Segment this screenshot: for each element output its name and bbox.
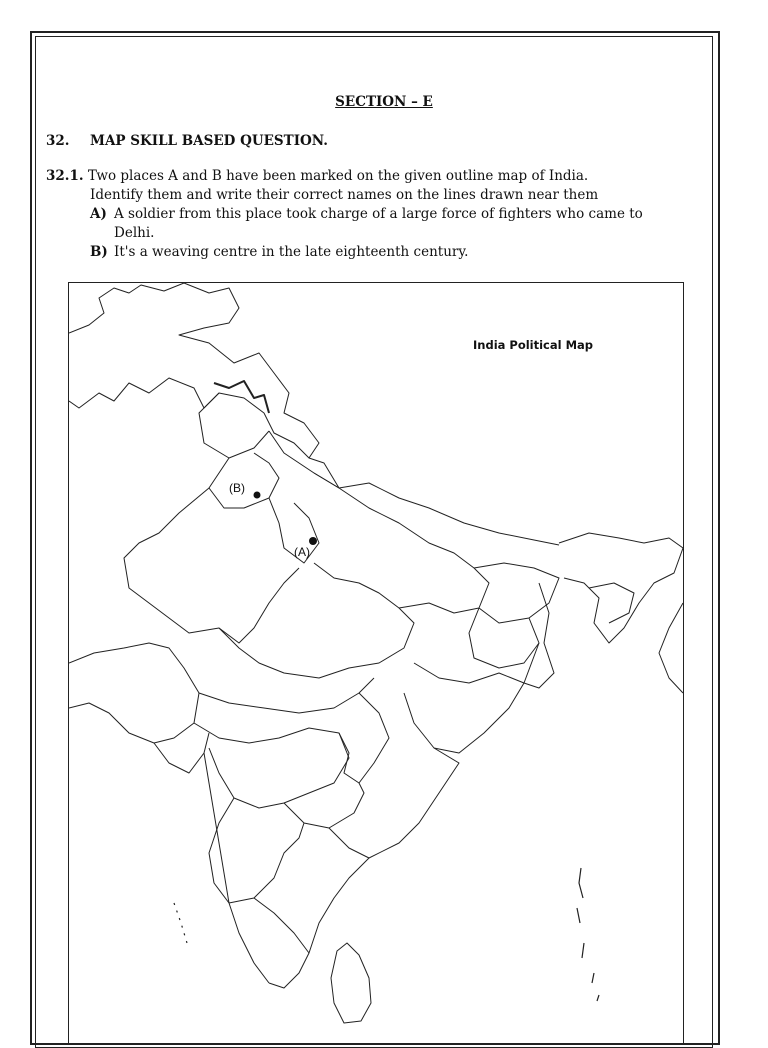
northeast-outline <box>559 533 683 643</box>
subquestion-text-2: Identify them and write their correct names on the lines drawn near them <box>90 187 599 203</box>
kerala-outline <box>229 903 269 983</box>
india-outline-map <box>68 282 684 1044</box>
question-title: MAP SKILL BASED QUESTION. <box>90 133 328 149</box>
west-coast <box>204 753 229 903</box>
section-title: SECTION – E <box>335 94 433 110</box>
northeast-inner <box>589 583 634 623</box>
nepal-border <box>339 483 559 545</box>
maharashtra-outline <box>194 723 349 808</box>
lakshadweep-islands <box>174 903 187 943</box>
himachal-outline <box>199 393 269 458</box>
chhattisgarh-outline <box>339 693 389 783</box>
marker-a-label: (A) <box>294 545 310 559</box>
option-b-label: B) <box>90 244 108 260</box>
marker-a-dot <box>309 537 317 545</box>
jharkhand-outline <box>469 608 539 668</box>
question-heading <box>46 133 328 149</box>
subquestion-line-1 <box>46 167 686 186</box>
nicobar-islands <box>592 973 599 1001</box>
option-b-text: It's a weaving centre in the late eighteenth century. <box>114 244 469 260</box>
rajasthan-outline <box>124 488 299 643</box>
tamil-nadu-outline <box>254 858 369 953</box>
andhra-outline <box>329 748 459 858</box>
east-border <box>659 603 683 693</box>
subquestion <box>46 167 686 262</box>
marker-b-label: (B) <box>229 481 245 495</box>
gujarat-outline <box>69 643 199 743</box>
option-a <box>46 205 686 243</box>
madhya-pradesh-outline <box>219 608 414 678</box>
south-tip <box>269 953 309 988</box>
marker-b-dot <box>254 492 261 499</box>
map-title: India Political Map <box>473 338 594 352</box>
subquestion-text-1: Two places A and B have been marked on the given outline map of India. <box>87 168 589 184</box>
subquestion-number: 32.1. <box>46 168 84 184</box>
gujarat-coast <box>154 733 209 773</box>
sri-lanka-outline <box>331 943 371 1023</box>
question-number: 32. <box>46 133 70 149</box>
map-outline-drawing <box>69 283 683 1043</box>
karnataka-outline <box>209 798 304 903</box>
bihar-outline <box>474 563 559 623</box>
option-a-label: A) <box>90 206 107 222</box>
odisha-outline <box>404 663 524 753</box>
option-a-text: A soldier from this place took charge of a large force of fighters who came to Delhi. <box>114 206 643 241</box>
mp-south <box>199 678 374 713</box>
northern-region-outline <box>69 283 319 458</box>
option-b <box>46 243 686 262</box>
telangana-outline <box>284 783 364 828</box>
uttar-pradesh-outline <box>314 473 489 613</box>
west-bengal-outline <box>524 583 554 688</box>
uttarakhand-outline <box>269 431 339 488</box>
andaman-islands <box>577 868 584 958</box>
